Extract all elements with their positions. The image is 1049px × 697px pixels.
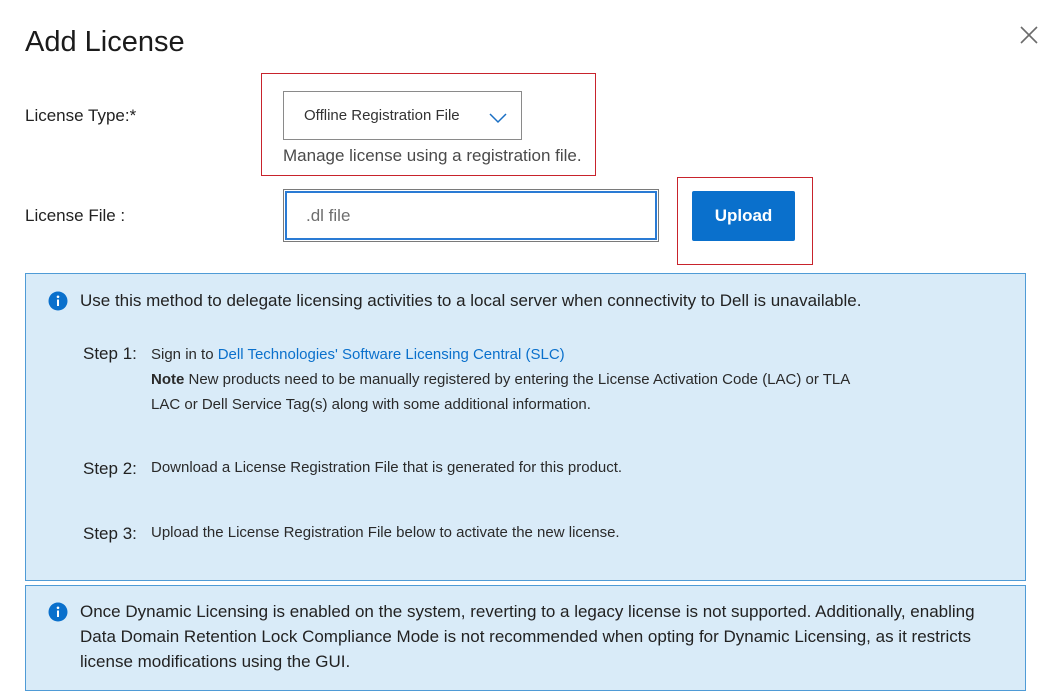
chevron-down-icon xyxy=(489,112,507,124)
step-1-label: Step 1: xyxy=(83,344,137,363)
step-1-text xyxy=(151,342,851,417)
info-icon xyxy=(48,602,68,622)
license-file-label: License File : xyxy=(25,206,126,225)
step-1-prefix: Sign in to xyxy=(151,346,218,363)
step-2-text: Download a License Registration File that is generated for this product. xyxy=(151,459,623,476)
close-icon xyxy=(1018,24,1040,46)
step-1-note-text: New products need to be manually registered by entering the License Activation Code (LAC) or TLA LAC or Dell Service Tag(s) along with some additional information. xyxy=(151,371,850,413)
info-panel xyxy=(25,273,1026,581)
license-type-selected-value: Offline Registration File xyxy=(304,107,460,124)
license-type-label: License Type:* xyxy=(25,106,137,125)
upload-button[interactable]: Upload xyxy=(692,191,795,241)
note-panel xyxy=(25,585,1026,691)
step-1-note-label: Note xyxy=(151,371,185,388)
license-type-select[interactable] xyxy=(283,91,522,140)
dialog-title: Add License xyxy=(25,26,185,58)
info-icon xyxy=(48,291,68,311)
slc-link[interactable]: Dell Technologies' Software Licensing Central (SLC) xyxy=(217,346,565,363)
note-text: Once Dynamic Licensing is enabled on the system, reverting to a legacy license is not supported. Additionally, enabling Data Domain Retention Lock Compliance Mode is not recommended when opting for Dynamic Licensing, as it restricts license modifications using the GUI. xyxy=(80,602,975,671)
license-type-help-text: Manage license using a registration file. xyxy=(283,146,582,165)
close-button[interactable] xyxy=(1018,24,1040,46)
license-file-input[interactable] xyxy=(283,189,659,242)
step-3-text: Upload the License Registration File below to activate the new license. xyxy=(151,524,620,541)
step-2-label: Step 2: xyxy=(83,459,137,478)
step-3-label: Step 3: xyxy=(83,524,137,543)
info-intro-text: Use this method to delegate licensing activities to a local server when connectivity to Dell is unavailable. xyxy=(80,291,862,310)
